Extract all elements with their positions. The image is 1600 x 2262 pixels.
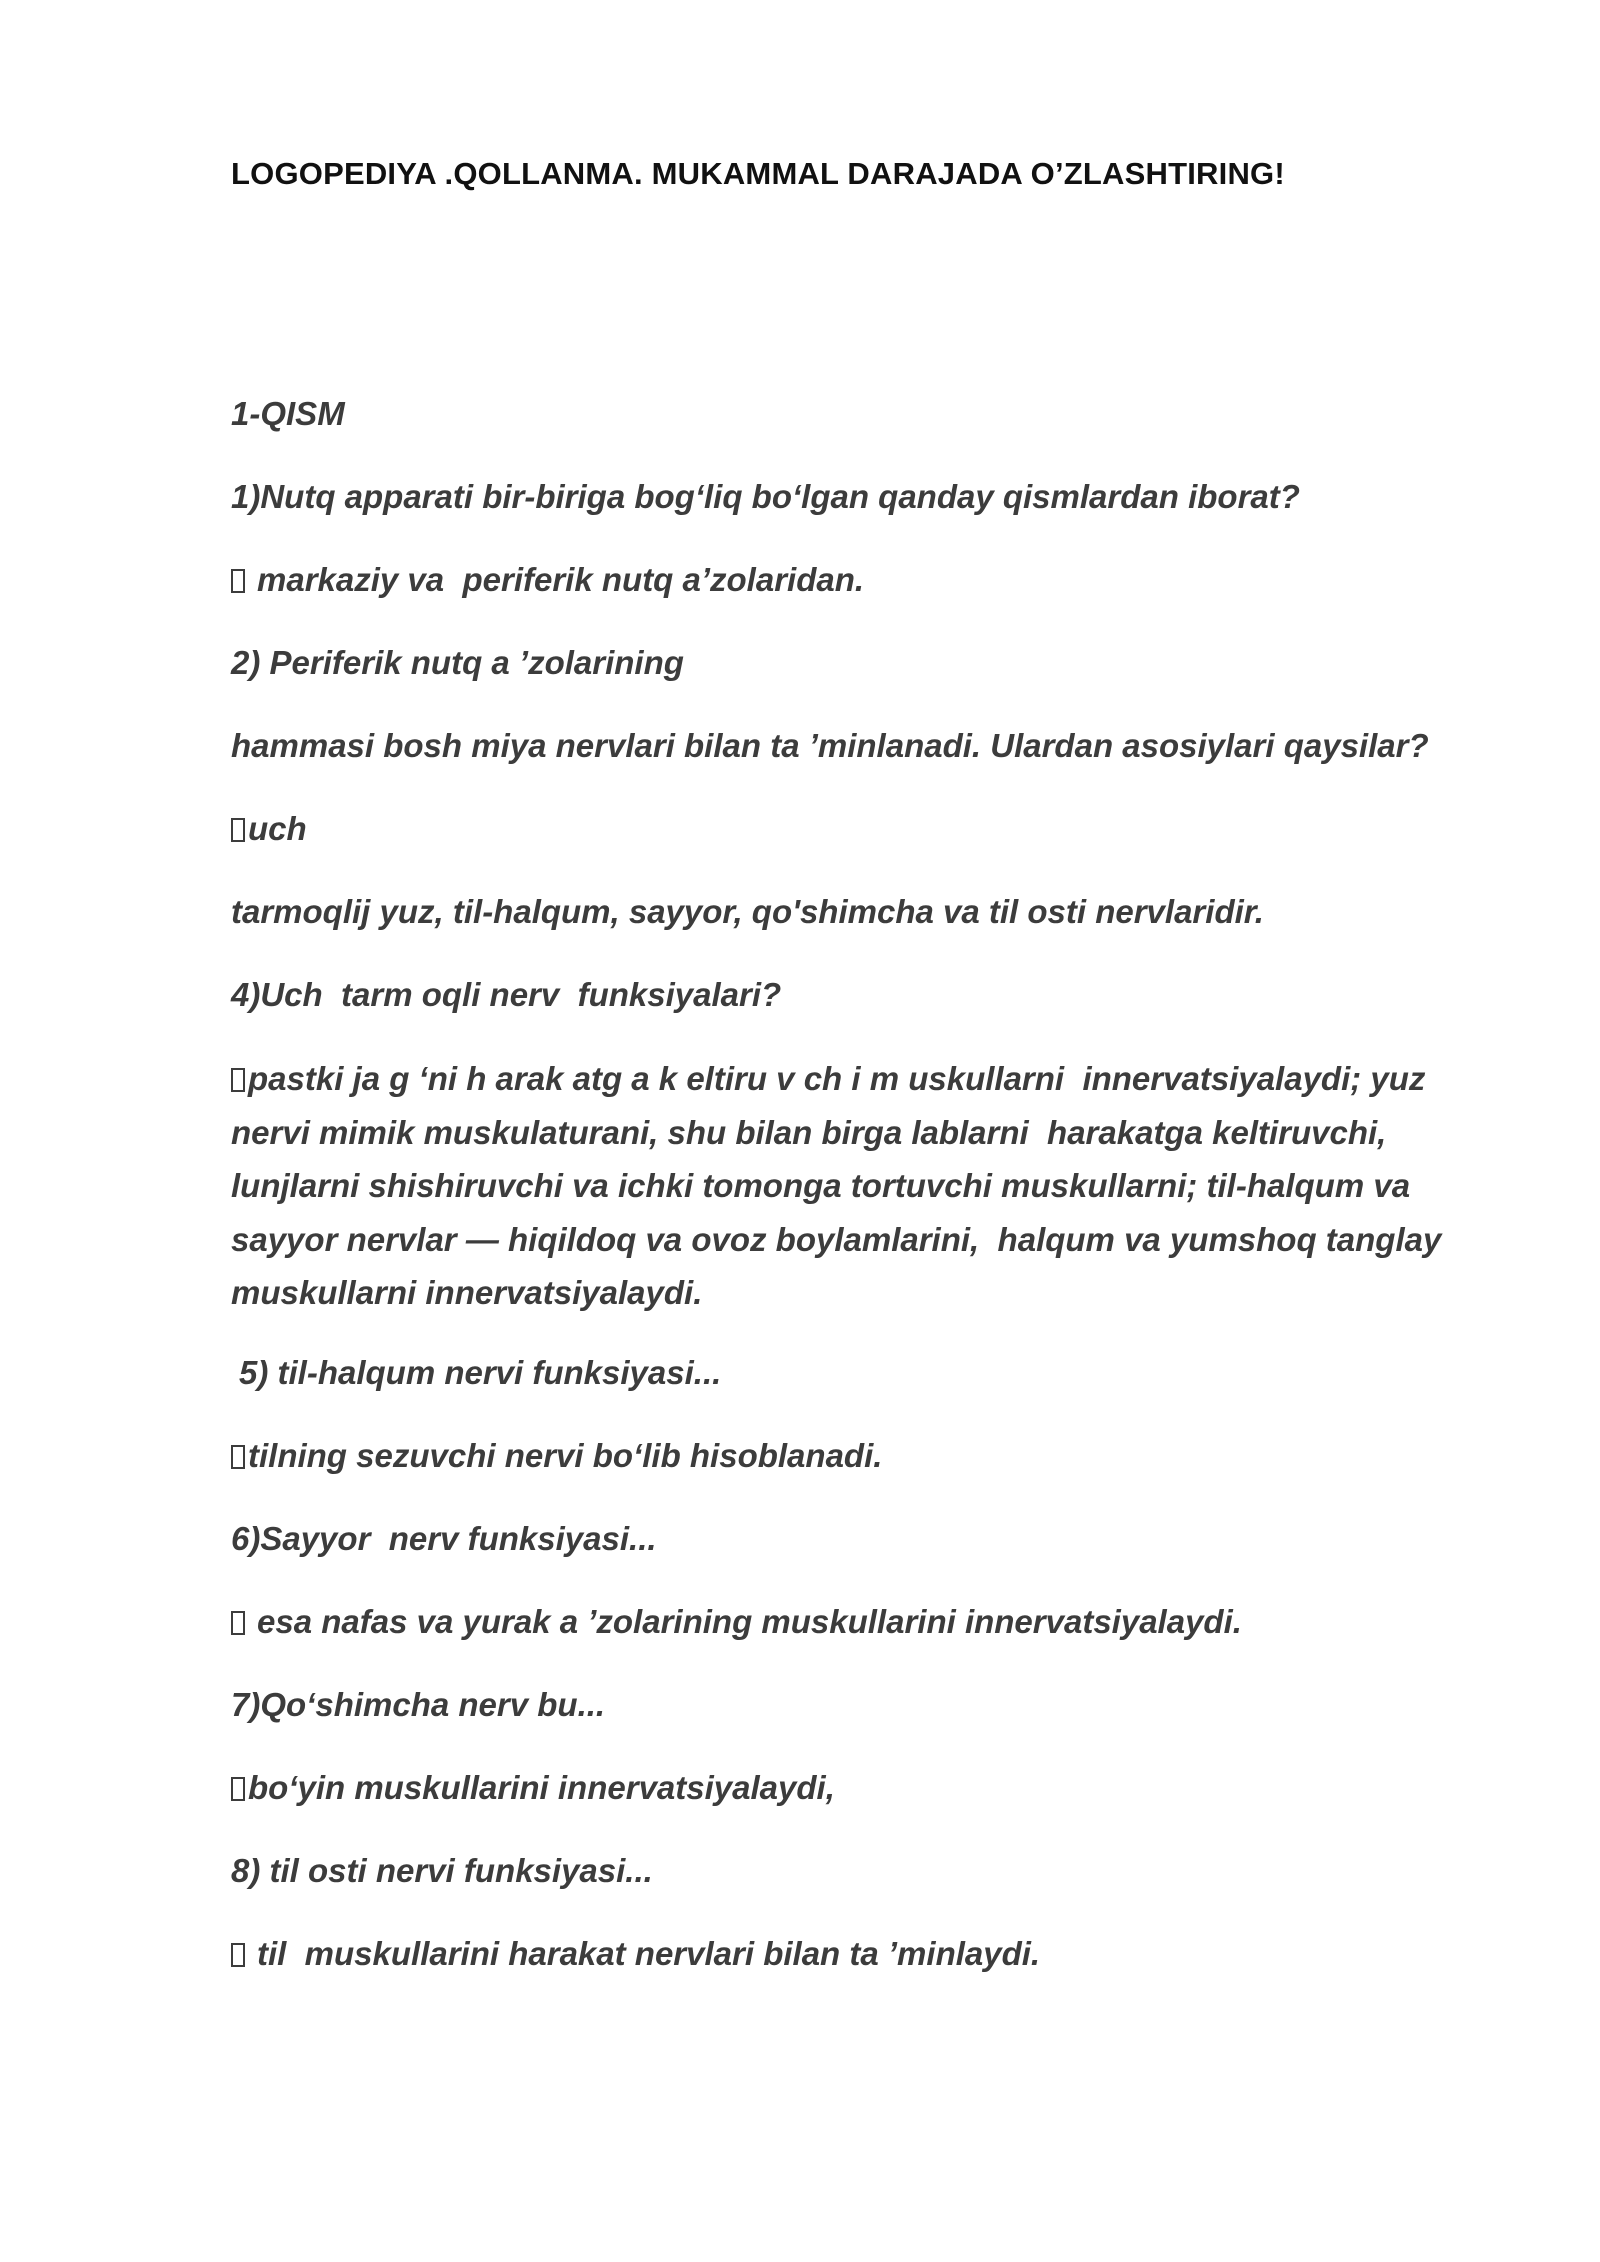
paragraph-text: hammasi bosh miya nervlari bilan ta ’minlanadi. Ulardan asosiylari qaysilar? bbox=[231, 727, 1429, 764]
paragraph-text: 2) Periferik nutq a ’zolarining bbox=[231, 644, 684, 681]
paragraph-text: markaziy va periferik nutq a’zolaridan. bbox=[257, 561, 865, 598]
paragraph-text: 1)Nutq apparati bir-biriga bog‘liq bo‘lgan qanday qismlardan iborat? bbox=[231, 478, 1300, 515]
paragraph-text: 6)Sayyor nerv funksiyasi... bbox=[231, 1519, 657, 1557]
document-body bbox=[231, 392, 1461, 2015]
document-title: LOGOPEDIYA .QOLLANMA. MUKAMMAL DARAJADA O’ZLASHTIRING! bbox=[231, 156, 1285, 191]
paragraph-text: uch bbox=[248, 810, 307, 847]
section-heading: 1-QISM bbox=[231, 395, 345, 432]
question-6 bbox=[231, 1517, 1461, 1561]
question-7 bbox=[231, 1683, 1461, 1727]
paragraph-text: tarmoqlij yuz, til-halqum, sayyor, qo'shimcha va til osti nervlaridir. bbox=[231, 893, 1264, 930]
missing-glyph-box-icon bbox=[231, 569, 245, 593]
answer-4 bbox=[231, 1052, 1461, 1320]
missing-glyph-box-icon bbox=[231, 1068, 245, 1092]
missing-glyph-box-icon bbox=[231, 818, 245, 842]
question-5 bbox=[231, 1351, 1461, 1395]
answer-6 bbox=[231, 1600, 1461, 1644]
paragraph-text: 7)Qo‘shimcha nerv bu... bbox=[231, 1685, 606, 1723]
answer-8 bbox=[231, 1932, 1461, 1976]
paragraph-text: 4)Uch tarm oqli nerv funksiyalari? bbox=[231, 976, 782, 1013]
question-8 bbox=[231, 1849, 1461, 1893]
paragraph-text: esa nafas va yurak a ’zolarining muskullarini innervatsiyalaydi. bbox=[257, 1602, 1242, 1640]
paragraph-text: tilning sezuvchi nervi bo‘lib hisoblanadi. bbox=[248, 1436, 883, 1474]
answer-2 bbox=[231, 807, 1461, 851]
question-2-continued bbox=[231, 724, 1461, 768]
paragraph-text: 5) til-halqum nervi funksiyasi... bbox=[239, 1353, 722, 1391]
answer-2-continued bbox=[231, 890, 1461, 934]
answer-5 bbox=[231, 1434, 1461, 1478]
question-2 bbox=[231, 641, 1461, 685]
missing-glyph-box-icon bbox=[231, 1943, 245, 1967]
answer-7 bbox=[231, 1766, 1461, 1810]
paragraph-text: 8) til osti nervi funksiyasi... bbox=[231, 1851, 653, 1889]
missing-glyph-box-icon bbox=[231, 1611, 245, 1635]
paragraph-text: pastki ja g ‘ni h arak atg a k eltiru v ch i m uskullarni innervatsiyalaydi; yuz nervi mimik muskulaturani, shu bilan birga lablarni harakatga keltiruvchi, lunjlarni shishiruvchi va ichki tomonga tortuvchi muskullarni; til-halqum va sayyor nervlar — hiqildoq va ovoz boylamlarini, halqum va yumshoq tanglay muskullarni innervatsiyalaydi. bbox=[231, 1060, 1451, 1311]
paragraph-text: til muskullarini harakat nervlari bilan ta ’minlaydi. bbox=[257, 1934, 1041, 1972]
answer-1 bbox=[231, 558, 1461, 602]
paragraph-text: bo‘yin muskullarini innervatsiyalaydi, bbox=[248, 1768, 835, 1806]
question-1 bbox=[231, 475, 1461, 519]
missing-glyph-box-icon bbox=[231, 1445, 245, 1469]
question-4 bbox=[231, 973, 1461, 1017]
missing-glyph-box-icon bbox=[231, 1777, 245, 1801]
